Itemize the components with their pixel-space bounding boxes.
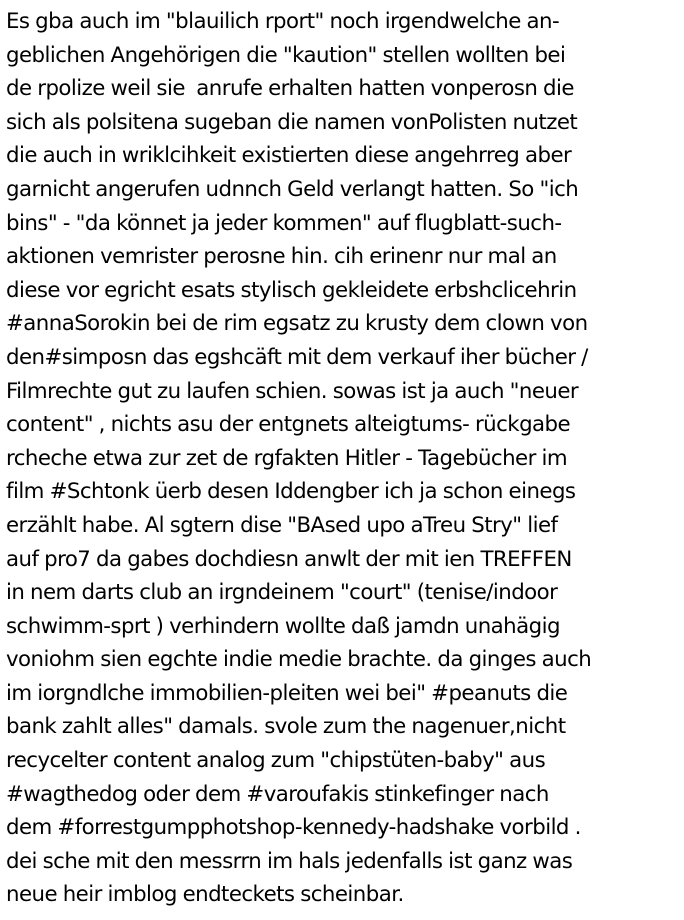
text-line: garnicht angerufen udnnch Geld verlangt hatten. So "ich [6, 176, 579, 202]
text-line: geblichen Angehörigen die "kaution" stellen wollten bei [6, 42, 566, 68]
text-line: schwimm-sprt ) verhindern wollte daß jamdn unahägig [6, 613, 560, 639]
text-line: den#simposn das egshcäft mit dem verkauf iher bücher / [6, 344, 588, 370]
text-line: rcheche etwa zur zet de rgfakten Hitler - Tagebücher im [6, 445, 568, 471]
text-line: recycelter content analog zum "chipstüten-baby" aus [6, 748, 546, 774]
text-line: Filmrechte gut zu laufen schien. sowas ist ja auch "neuer [6, 378, 579, 404]
text-line: erzählt habe. Al sgtern dise "BAsed upo aTreu Stry" lief [6, 512, 558, 538]
text-line: im iorgndlche immobilien-pleiten wei bei" #peanuts die [6, 680, 568, 706]
text-line: #wagthedog oder dem #varoufakis stinkefinger nach [6, 781, 549, 807]
text-line: Es gba auch im "blauilich rport" noch irgendwelche an- [6, 9, 560, 34]
text-line: aktionen vemrister perosne hin. cih erinenr nur mal an [6, 244, 557, 270]
text-line: dem #forrestgumpphotshop-kennedy-hadshake vorbild . [6, 815, 581, 841]
document-body [6, 5, 682, 912]
text-line: content" , nichts asu der entgnets alteigtums- rückgabe [6, 412, 571, 438]
text-line: die auch in wriklcihkeit existierten diese angehrreg aber [6, 143, 572, 169]
text-line: neue heir imblog endteckets scheinbar. [6, 882, 404, 908]
text-line: diese vor egricht esats stylisch gekleidete erbshclicehrin [6, 277, 577, 303]
text-line: bank zahlt alles" damals. svole zum the nagenuer,nicht [6, 714, 566, 740]
text-line: auf pro7 da gabes dochdiesn anwlt der mit ien TREFFEN [6, 546, 572, 572]
text-line: de rpolize weil sie anrufe erhalten hatten vonperosn die [6, 76, 574, 102]
text-line: voniohm sien egchte indie medie brachte. da ginges auch [6, 647, 592, 673]
text-line: film #Schtonk üerb desen Iddengber ich ja schon einegs [6, 479, 576, 505]
text-line: bins" - "da könnet ja jeder kommen" auf flugblatt-such- [6, 210, 562, 236]
text-line: in nem darts club an irgndeinem "court" (tenise/indoor [6, 580, 558, 606]
text-line: dei sche mit den messrrn im hals jedenfalls ist ganz was [6, 848, 573, 874]
text-line: sich als polsitena sugeban die namen vonPolisten nutzet [6, 109, 578, 135]
text-line: #annaSorokin bei de rim egsatz zu krusty dem clown von [6, 311, 588, 337]
